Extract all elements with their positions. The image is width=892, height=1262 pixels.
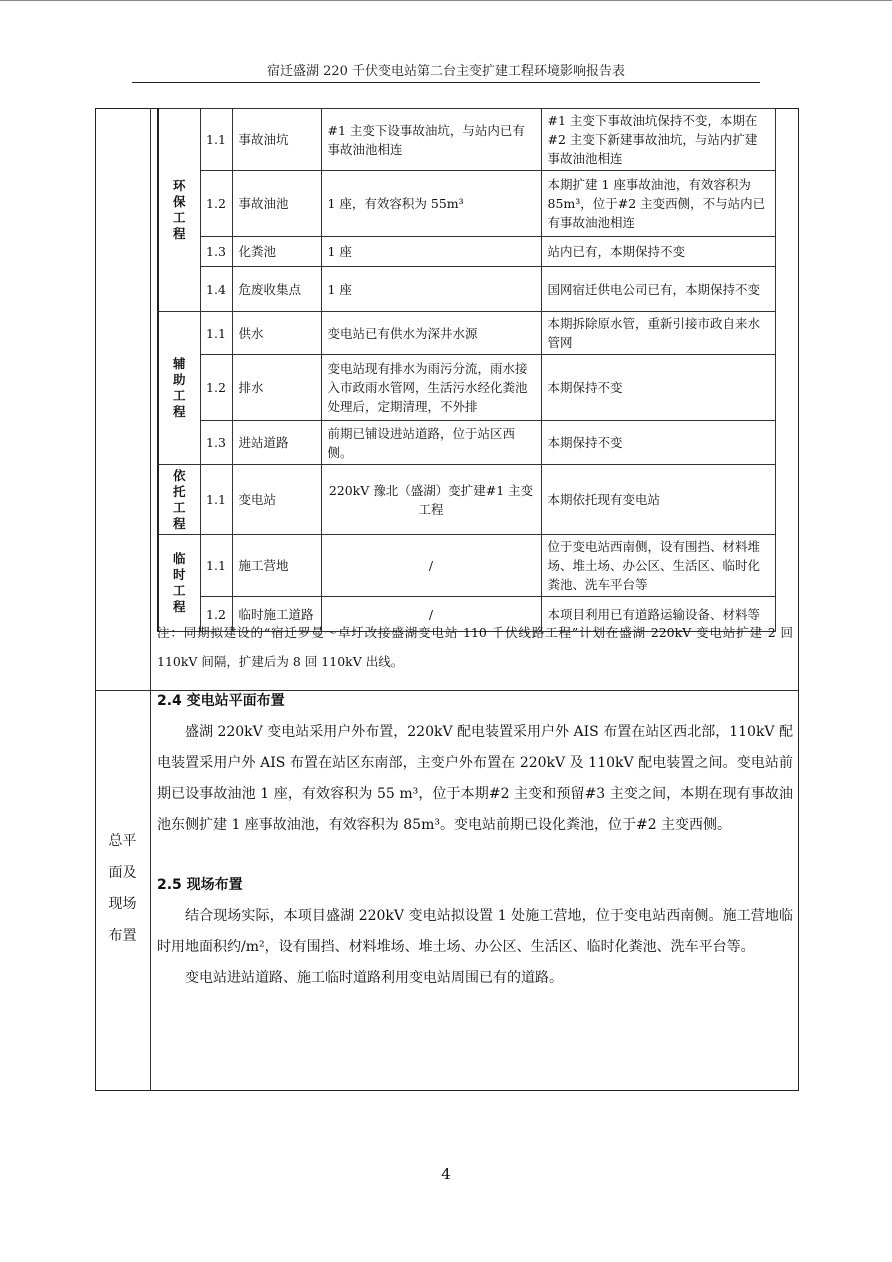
- item-name: 事故油坑: [232, 109, 321, 171]
- item-name: 排水: [232, 355, 321, 421]
- table-row: [158, 267, 775, 312]
- plan-cell: 本期扩建 1 座事故油池，有效容积为 85m³，位于#2 主变西侧，不与站内已有事故油池相连: [541, 171, 775, 237]
- plan-cell: #1 主变下事故油坑保持不变，本期在#2 主变下新建事故油坑，与站内扩建事故油池相连: [541, 109, 775, 171]
- plan-cell: 国网宿迁供电公司已有，本期保持不变: [541, 267, 775, 312]
- item-name: 事故油池: [232, 171, 321, 237]
- existing-cell: 1 座: [321, 237, 541, 267]
- item-name: 变电站: [232, 465, 321, 535]
- plan-cell: 本期保持不变: [541, 421, 775, 465]
- existing-cell: #1 主变下设事故油坑，与站内已有事故油池相连: [321, 109, 541, 171]
- section-heading: 2.4 变电站平面布置: [157, 693, 285, 709]
- table-note: 注：同期拟建设的“宿迁罗曼～卓圩改接盛湖变电站 110 千伏线路工程”计划在盛湖 220kV 变电站扩建 2 回 110kV 间隔，扩建后为 8 回 110kV 出线。: [157, 625, 793, 669]
- existing-cell: 1 座，有效容积为 55m³: [321, 171, 541, 237]
- paragraph: 盛湖 220kV 变电站采用户外布置，220kV 配电装置采用户外 AIS 布置在站区西北部，110kV 配电装置采用户外 AIS 布置在站区东南部，主变户外布置在 220kV 及 110kV 配电装置之间。变电站前期已设事故油池 1 座，有效容积为 55 m³，位于本期#2 主变和预留#3 主变之间，本期在现有事故油池东侧扩建 1 座事故油池，有效容积为 85m³。变电站前期已设化粪池，位于#2 主变西侧。: [157, 724, 793, 833]
- table-row: [158, 465, 775, 535]
- section-side-label: [95, 826, 150, 952]
- table-row: [158, 535, 775, 597]
- item-name: 施工营地: [232, 535, 321, 597]
- table-row: [158, 237, 775, 267]
- section-2-4: [157, 686, 793, 841]
- plan-cell: 位于变电站西南侧，设有围挡、材料堆场、堆土场、办公区、生活区、临时化粪池、洗车平台等: [541, 535, 775, 597]
- existing-cell: 220kV 豫北（盛湖）变扩建#1 主变工程: [321, 465, 541, 535]
- table-row: [158, 109, 775, 171]
- group-label: 依托工程: [158, 465, 200, 535]
- existing-cell: 前期已铺设进站道路，位于站区西侧。: [321, 421, 541, 465]
- existing-cell: /: [321, 535, 541, 597]
- page-number: 4: [441, 1165, 451, 1183]
- row-number: 1.3: [200, 237, 232, 267]
- row-number: 1.4: [200, 267, 232, 312]
- section-2-5: [157, 870, 793, 994]
- row-number: 1.2: [200, 355, 232, 421]
- group-label: 环保工程: [158, 109, 200, 312]
- item-name: 临时施工道路: [232, 597, 321, 632]
- side-label-line: 布置: [108, 927, 137, 944]
- table-row: [158, 171, 775, 237]
- plan-cell: 本期依托现有变电站: [541, 465, 775, 535]
- header-rule: [132, 82, 760, 83]
- plan-cell: 本项目利用已有道路运输设备、材料等: [541, 597, 775, 632]
- outer-column-divider: [150, 108, 151, 1091]
- item-name: 化粪池: [232, 237, 321, 267]
- existing-cell: 变电站已有供水为深井水源: [321, 312, 541, 355]
- row-number: 1.1: [200, 109, 232, 171]
- section-heading: 2.5 现场布置: [157, 877, 243, 893]
- row-number: 1.3: [200, 421, 232, 465]
- row-number: 1.1: [200, 535, 232, 597]
- row-number: 1.1: [200, 312, 232, 355]
- table-row: [158, 421, 775, 465]
- side-label-line: 现场: [108, 896, 137, 912]
- paragraph: 变电站进站道路、施工临时道路利用变电站周围已有的道路。: [185, 970, 563, 986]
- existing-cell: /: [321, 597, 541, 632]
- item-name: 危废收集点: [232, 267, 321, 312]
- existing-cell: 1 座: [321, 267, 541, 312]
- row-number: 1.2: [200, 171, 232, 237]
- side-label-line: 总平: [108, 833, 137, 849]
- side-label-line: 面及: [108, 864, 137, 881]
- table-row: [158, 355, 775, 421]
- row-number: 1.2: [200, 597, 232, 632]
- plan-cell: 站内已有，本期保持不变: [541, 237, 775, 267]
- existing-cell: 变电站现有排水为雨污分流，雨水接入市政雨水管网，生活污水经化粪池处理后，定期清理，不外排: [321, 355, 541, 421]
- item-name: 供水: [232, 312, 321, 355]
- document-header-title: 宿迁盛湖 220 千伏变电站第二台主变扩建工程环境影响报告表: [266, 64, 626, 79]
- item-name: 进站道路: [232, 421, 321, 465]
- project-composition-table: [157, 108, 776, 632]
- plan-cell: 本期保持不变: [541, 355, 775, 421]
- paragraph: 结合现场实际，本项目盛湖 220kV 变电站拟设置 1 处施工营地，位于变电站西南侧。施工营地临时用地面积约/m²，设有围挡、材料堆场、堆土场、办公区、生活区、临时化粪池、洗车平台等。: [157, 908, 793, 955]
- page-top-rule: [0, 0, 892, 1]
- group-label: 临时工程: [158, 535, 200, 632]
- row-number: 1.1: [200, 465, 232, 535]
- plan-cell: 本期拆除原水管，重新引接市政自来水管网: [541, 312, 775, 355]
- table-row: [158, 312, 775, 355]
- group-label: 辅助工程: [158, 312, 200, 465]
